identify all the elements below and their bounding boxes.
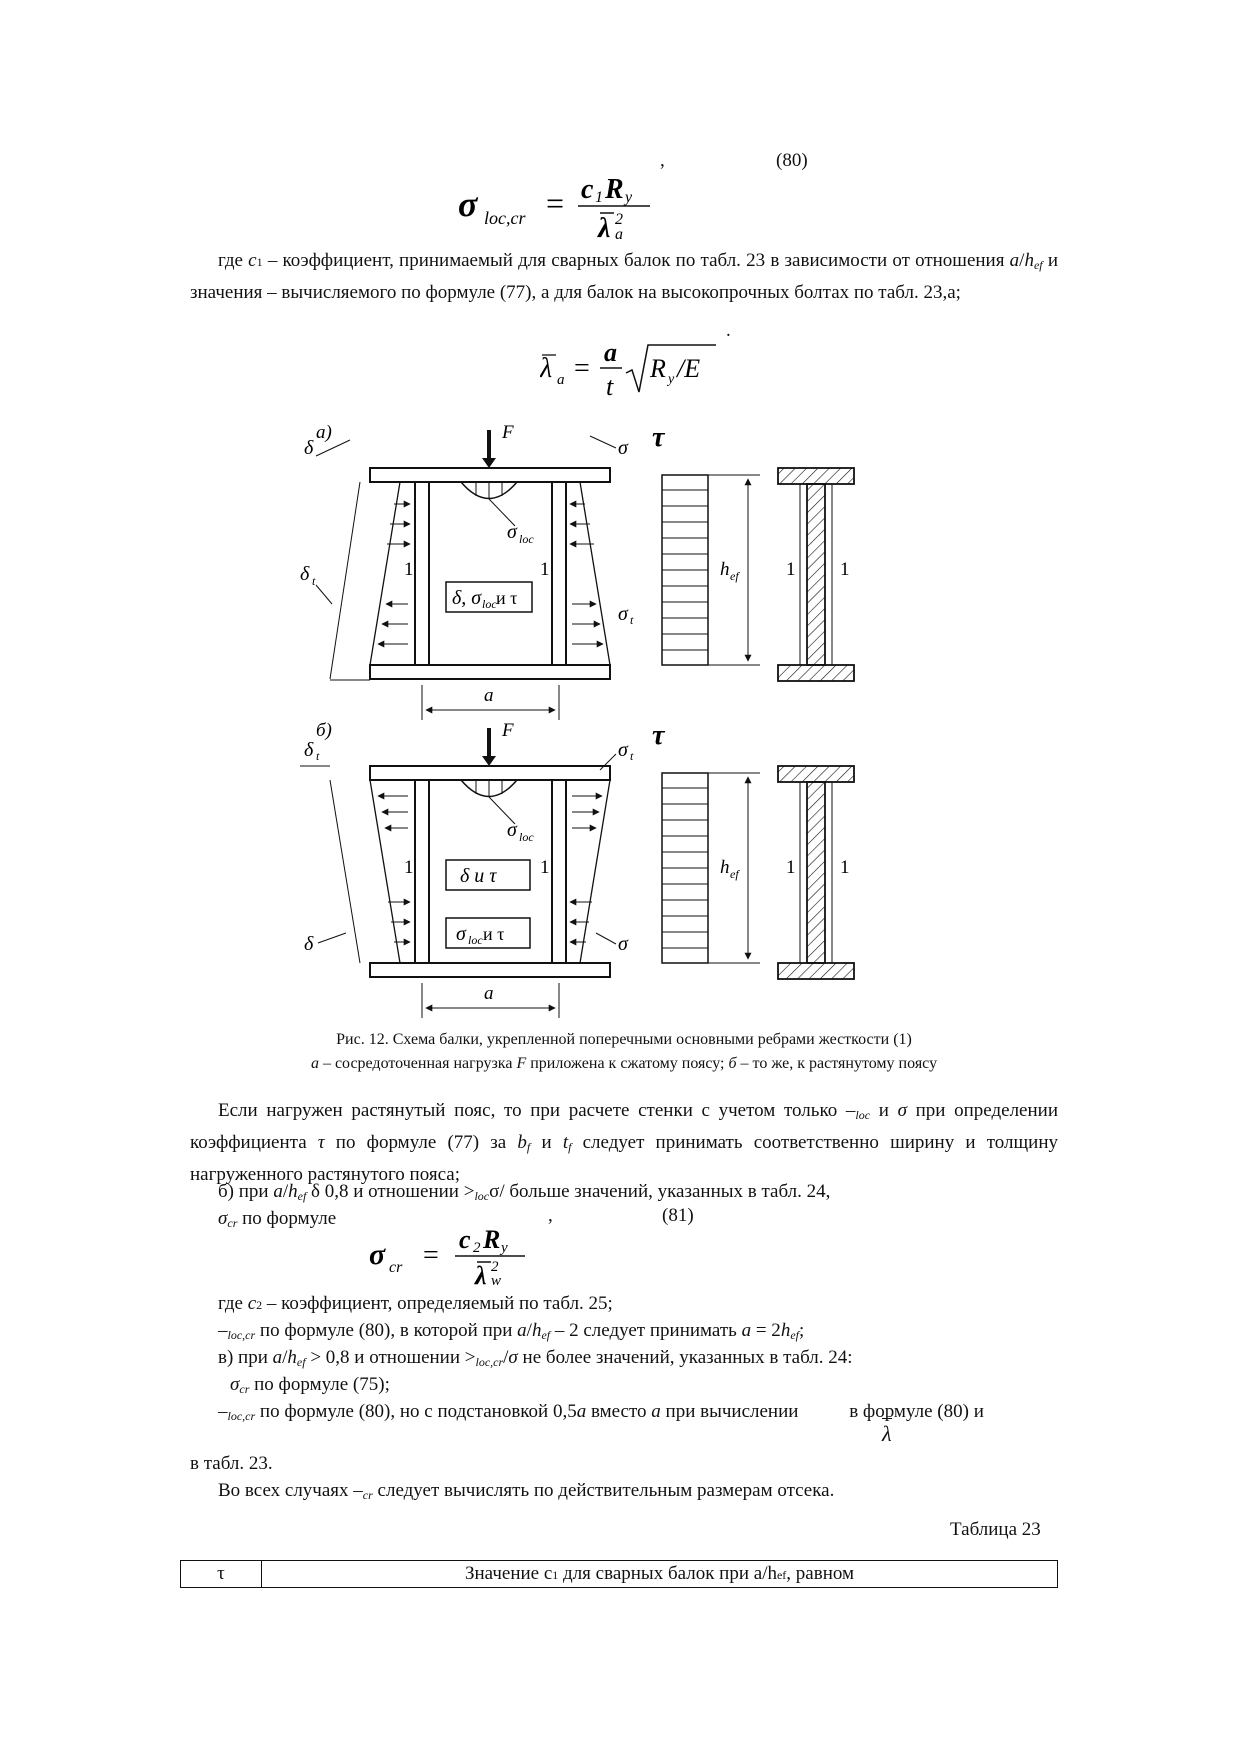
svg-text:t: t: [316, 749, 320, 763]
formula-81-lhs-sub: cr: [389, 1259, 403, 1276]
panel-a-section-mark-left: 1: [404, 559, 414, 580]
panel-a-stress-box-label: δ, σ: [452, 587, 482, 609]
table-header-tau: τ: [181, 1561, 262, 1588]
panel-b-section-bottom-flange: [778, 963, 854, 979]
formula-81-num2-sub: y: [501, 1240, 508, 1256]
table-header-value: Значение c1 для сварных балок при a/hef, равном: [262, 1561, 1058, 1588]
panel-b-tau-label: τ: [652, 720, 665, 751]
panel-a-sigma-t: σ: [618, 603, 628, 625]
formula-81-num2: R: [483, 1225, 501, 1254]
formula-81-eq: =: [423, 1240, 439, 1271]
lambda-root-sub: y: [668, 372, 675, 387]
panel-a-stiffener-right: [552, 482, 566, 665]
formula-80-comma: ,: [660, 150, 665, 171]
panel-b-top-flange: [370, 766, 610, 780]
formula-80-num: c: [581, 174, 594, 205]
formula-81-num-sub: 2: [473, 1240, 481, 1256]
panel-b-label: б): [316, 720, 332, 741]
lambda-num: a: [604, 338, 617, 367]
panel-b-delta-t: δ: [304, 739, 314, 761]
panel-b-stress-box-1-label: δ и τ: [460, 865, 497, 887]
svg-text:t: t: [312, 574, 316, 588]
formula-80-den-sub: a: [615, 226, 623, 240]
formula-80-num2-sub: y: [625, 189, 633, 206]
panel-b-section-mark-right: 1: [540, 857, 550, 878]
line-sigma-cr-formula: $\sigma_{cr}$ по формуле: [218, 1208, 337, 1230]
svg-text:ef: ef: [730, 867, 739, 881]
panel-a-sigma-top: σ: [618, 437, 628, 459]
formula-81-den: λ: [475, 1261, 487, 1286]
svg-text:t: t: [630, 613, 634, 627]
panel-b-section-mark-left: 1: [404, 857, 414, 878]
lambda-bar-symbol: λ: [882, 1418, 892, 1445]
formula-lambda-a: [540, 335, 730, 405]
line-formula-75: $\sigma_{cr}$ по формуле (75);: [230, 1374, 390, 1396]
formula-80-num-sub: 1: [595, 189, 603, 206]
panel-b-sigma-t: σ: [618, 739, 628, 761]
line-all-cases: Во всех случаях $-_{cr}$ следует вычислять по действительным размерам отсека.: [218, 1480, 835, 1502]
lambda-lhs-sub: a: [557, 372, 565, 388]
panel-b-section-mark-2: 1: [840, 857, 850, 878]
panel-a-section-mark-1: 1: [786, 559, 796, 580]
panel-b-stiffener-left: [415, 780, 429, 963]
panel-b-stiffener-right: [552, 780, 566, 963]
formula-81-lhs: σ: [369, 1238, 386, 1271]
table-23: [180, 1560, 1058, 1588]
panel-a-tau-label: τ: [652, 422, 665, 453]
panel-a-stiffener-left: [415, 482, 429, 665]
svg-text:loc: loc: [519, 532, 534, 546]
formula-81-comma: ,: [548, 1205, 553, 1226]
line-case-v: в) при $a/h_{ef} > 0,8$ и отношении $>_{loc,cr}/\sigma$ не более значений, указанных в табл. 24:: [218, 1347, 853, 1369]
panel-b-section-mark-1: 1: [786, 857, 796, 878]
formula-80-den-sup: 2: [615, 211, 623, 228]
svg-text:t: t: [630, 749, 634, 763]
panel-b: [300, 720, 854, 1018]
svg-text:и τ: и τ: [496, 588, 518, 608]
line-substitution: $-_{loc,cr}$ по формуле (80), но с подстановкой 0,5a вместо a при вычислении в формуле (80) и: [218, 1401, 984, 1423]
panel-b-stress-box-2-label: σ: [456, 923, 466, 945]
panel-a-dim-label: a: [484, 685, 494, 706]
svg-text:ef: ef: [730, 569, 739, 583]
panel-b-force-label: F: [502, 720, 514, 741]
lambda-den: t: [606, 372, 614, 401]
line-table-23-ref: в табл. 23.: [190, 1453, 273, 1474]
panel-b-hef-label: h: [720, 857, 730, 878]
lambda-lhs: λ: [540, 353, 553, 384]
figure-caption: [190, 1028, 1058, 1076]
table-title: Таблица 23: [950, 1519, 1041, 1540]
formula-81-num: c: [459, 1225, 471, 1254]
formula-80-eq: =: [546, 185, 565, 221]
panel-b-sigma-loc-label: σ: [507, 819, 517, 841]
panel-b-section-top-flange: [778, 766, 854, 782]
formula-81: [365, 1222, 550, 1286]
lambda-root-rest: /E: [677, 354, 701, 383]
formula-80-den: λ: [598, 213, 611, 240]
formula-81-den-sup: 2: [491, 1259, 499, 1275]
panel-b-dim-label: a: [484, 983, 494, 1004]
formula-81-number: (81): [662, 1205, 694, 1226]
formula-80-num2: R: [605, 174, 624, 205]
line-case-b: б) при $a/h_{ef}$ δ 0,8 и отношении $>_{loc}\sigma/$ больше значений, указанных в табл. 24,: [218, 1181, 831, 1203]
formula-80-lhs: σ: [458, 184, 478, 224]
lambda-root-R: R: [650, 354, 666, 383]
panel-a-label: а): [316, 422, 332, 443]
svg-text:и τ: и τ: [483, 924, 505, 944]
panel-b-section-web: [807, 782, 825, 963]
panel-a-section-web: [807, 484, 825, 665]
lambda-eq: =: [574, 353, 590, 384]
panel-a-section-bottom-flange: [778, 665, 854, 681]
panel-a-force-label: F: [502, 422, 514, 443]
formula-81-den-sub: w: [491, 1273, 502, 1286]
table-header-row: [181, 1561, 1058, 1588]
panel-a-hef-label: h: [720, 559, 730, 580]
panel-a-section-mark-2: 1: [840, 559, 850, 580]
formula-80-number: (80): [776, 150, 808, 171]
panel-b-bottom-flange: [370, 963, 610, 977]
caption-line-2: а – сосредоточенная нагрузка F приложена к сжатому поясу; б – то же, к растянутому поясу: [310, 1055, 938, 1072]
paragraph-c1: где c1 – коэффициент, принимаемый для сварных балок по табл. 23 в зависимости от отношения $a/h_{ef}$ и значения – вычисляемого по формуле (77), а для балок на высокопрочных болтах по табл. 23,а;: [190, 250, 1059, 303]
panel-a-bottom-flange: [370, 665, 610, 679]
panel-a-sigma-loc-label: σ: [507, 521, 517, 543]
line-loc-cr: $-_{loc,cr}$ по формуле (80), в которой при $a/h_{ef} - 2$ следует принимать $a = 2h_{ef}$;: [218, 1320, 805, 1342]
panel-a-top-flange: [370, 468, 610, 482]
panel-a-delta-top: δ: [304, 437, 314, 459]
panel-a-section-mark-right: 1: [540, 559, 550, 580]
svg-text:loc: loc: [519, 830, 534, 844]
panel-a-delta-t: δ: [300, 563, 310, 585]
formula-80-lhs-sub: loc,cr: [484, 208, 526, 228]
panel-a: [300, 422, 854, 720]
formula-80: [450, 168, 665, 240]
line-c2: где c2 – коэффициент, определяемый по табл. 25;: [218, 1293, 613, 1314]
panel-b-delta-bottom: δ: [304, 933, 314, 955]
svg-text:loc: loc: [468, 933, 483, 947]
figure-12: [300, 420, 880, 1030]
panel-b-sigma-bottom: σ: [618, 933, 628, 955]
formula-dot: .: [726, 320, 731, 341]
svg-text:loc: loc: [482, 597, 497, 611]
paragraph-tension-flange: Если нагружен растянутый пояс, то при расчете стенки с учетом только $-_{loc}$ и σ при определении коэффициента τ по формуле (77) за $b_f$ и $t_f$ следует принимать соответственно ширину и толщину нагруженного растянутого пояса;: [190, 1100, 1058, 1185]
panel-a-section-top-flange: [778, 468, 854, 484]
caption-line-1: Рис. 12. Схема балки, укрепленной поперечными основными ребрами жесткости (1): [336, 1031, 912, 1048]
